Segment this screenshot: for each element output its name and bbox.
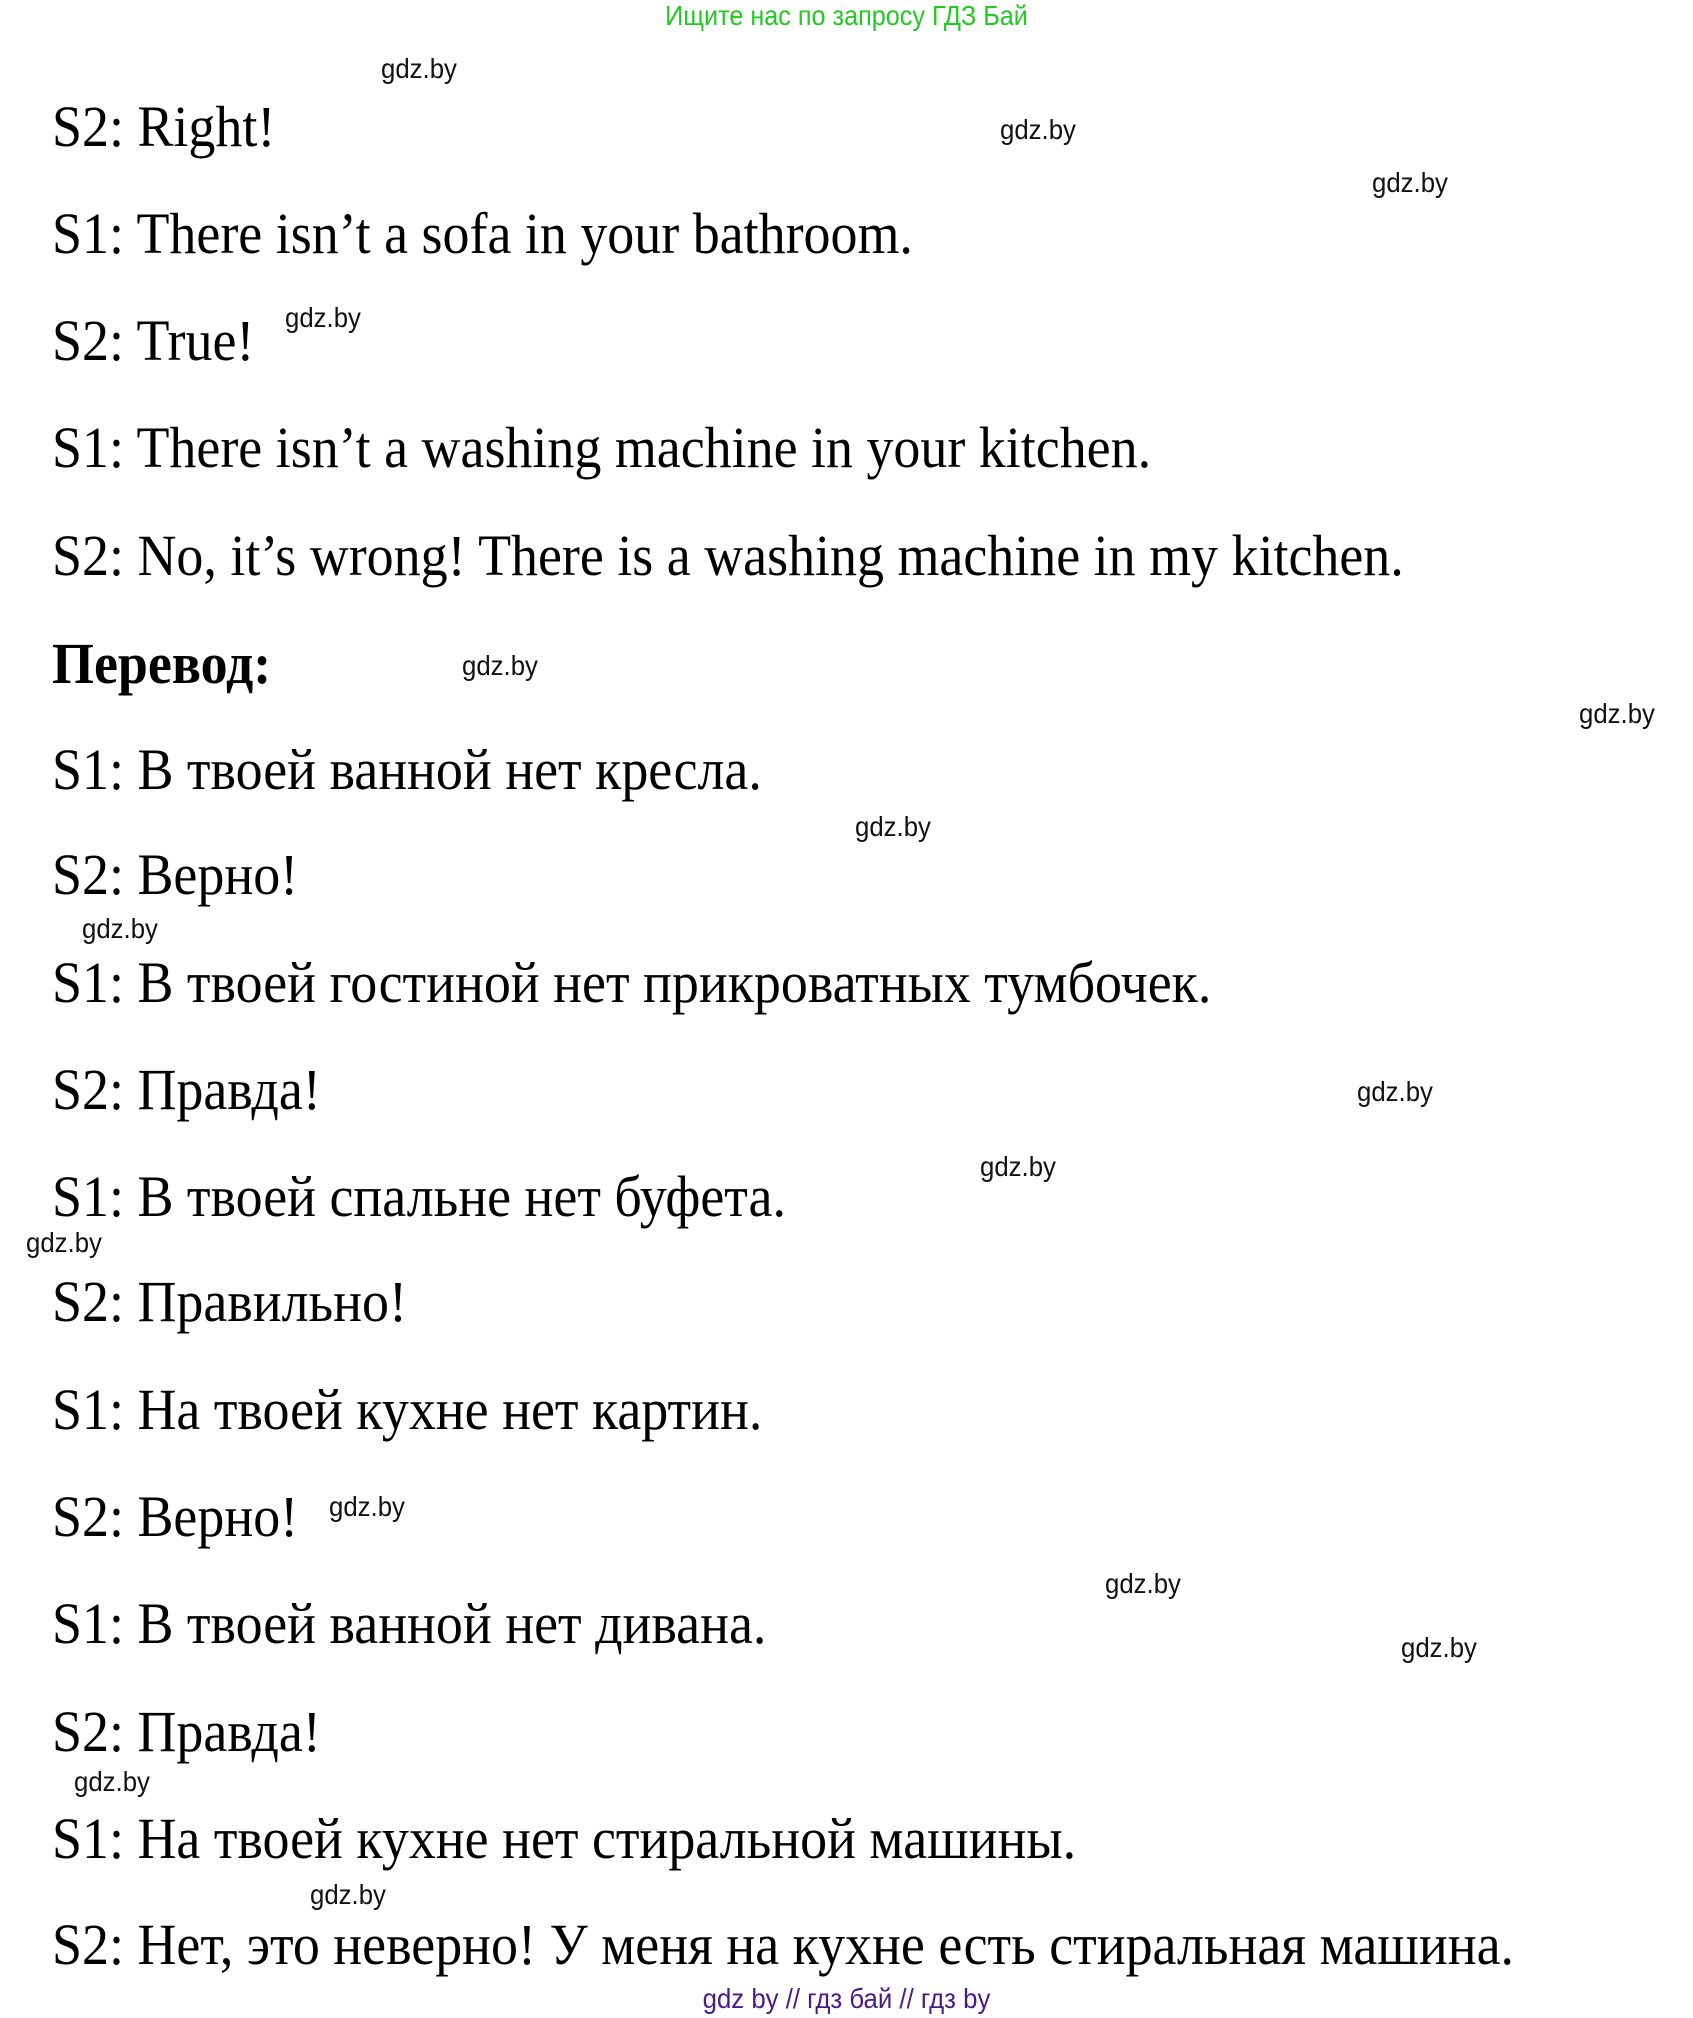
watermark: gdz.by — [74, 1766, 150, 1797]
dialogue-line: S1: В твоей ванной нет дивана. — [52, 1591, 767, 1656]
watermark: gdz.by — [1401, 1632, 1477, 1663]
dialogue-line: S1: В твоей спальне нет буфета. — [52, 1164, 786, 1229]
dialogue-line: S2: True! — [52, 308, 255, 373]
dialogue-line: S2: Верно! — [52, 842, 299, 907]
dialogue-line: S1: На твоей кухне нет стиральной машины. — [52, 1806, 1077, 1871]
watermark: gdz.by — [329, 1491, 405, 1522]
dialogue-line: S2: No, it’s wrong! There is a washing machine in my kitchen. — [52, 523, 1404, 588]
watermark: gdz.by — [381, 53, 457, 84]
dialogue-line: S1: There isn’t a washing machine in your kitchen. — [52, 415, 1152, 480]
search-banner: Ищите нас по запросу ГДЗ Бай — [665, 0, 1028, 31]
dialogue-line: S2: Правда! — [52, 1057, 321, 1122]
section-heading-translation: Перевод: — [52, 631, 272, 696]
dialogue-line: S1: В твоей ванной нет кресла. — [52, 737, 762, 802]
dialogue-line: S2: Правильно! — [52, 1269, 407, 1334]
watermark: gdz.by — [285, 302, 361, 333]
watermark: gdz.by — [82, 913, 158, 944]
dialogue-line: S1: There isn’t a sofa in your bathroom. — [52, 201, 913, 266]
footer-links: gdz by // гдз бай // гдз by — [702, 1983, 991, 2014]
watermark: gdz.by — [980, 1151, 1056, 1182]
watermark: gdz.by — [1105, 1568, 1181, 1599]
watermark: gdz.by — [855, 811, 931, 842]
dialogue-line: S2: Нет, это неверно! У меня на кухне есть стиральная машина. — [52, 1912, 1515, 1977]
watermark: gdz.by — [1000, 114, 1076, 145]
watermark: gdz.by — [310, 1879, 386, 1910]
dialogue-line: S1: На твоей кухне нет картин. — [52, 1377, 763, 1442]
watermark: gdz.by — [1579, 698, 1655, 729]
dialogue-line: S2: Верно! — [52, 1484, 299, 1549]
watermark: gdz.by — [1357, 1076, 1433, 1107]
dialogue-line: S1: В твоей гостиной нет прикроватных тумбочек. — [52, 950, 1212, 1015]
dialogue-line: S2: Right! — [52, 94, 276, 159]
watermark: gdz.by — [462, 650, 538, 681]
watermark: gdz.by — [26, 1227, 102, 1258]
dialogue-line: S2: Правда! — [52, 1699, 321, 1764]
watermark: gdz.by — [1372, 167, 1448, 198]
